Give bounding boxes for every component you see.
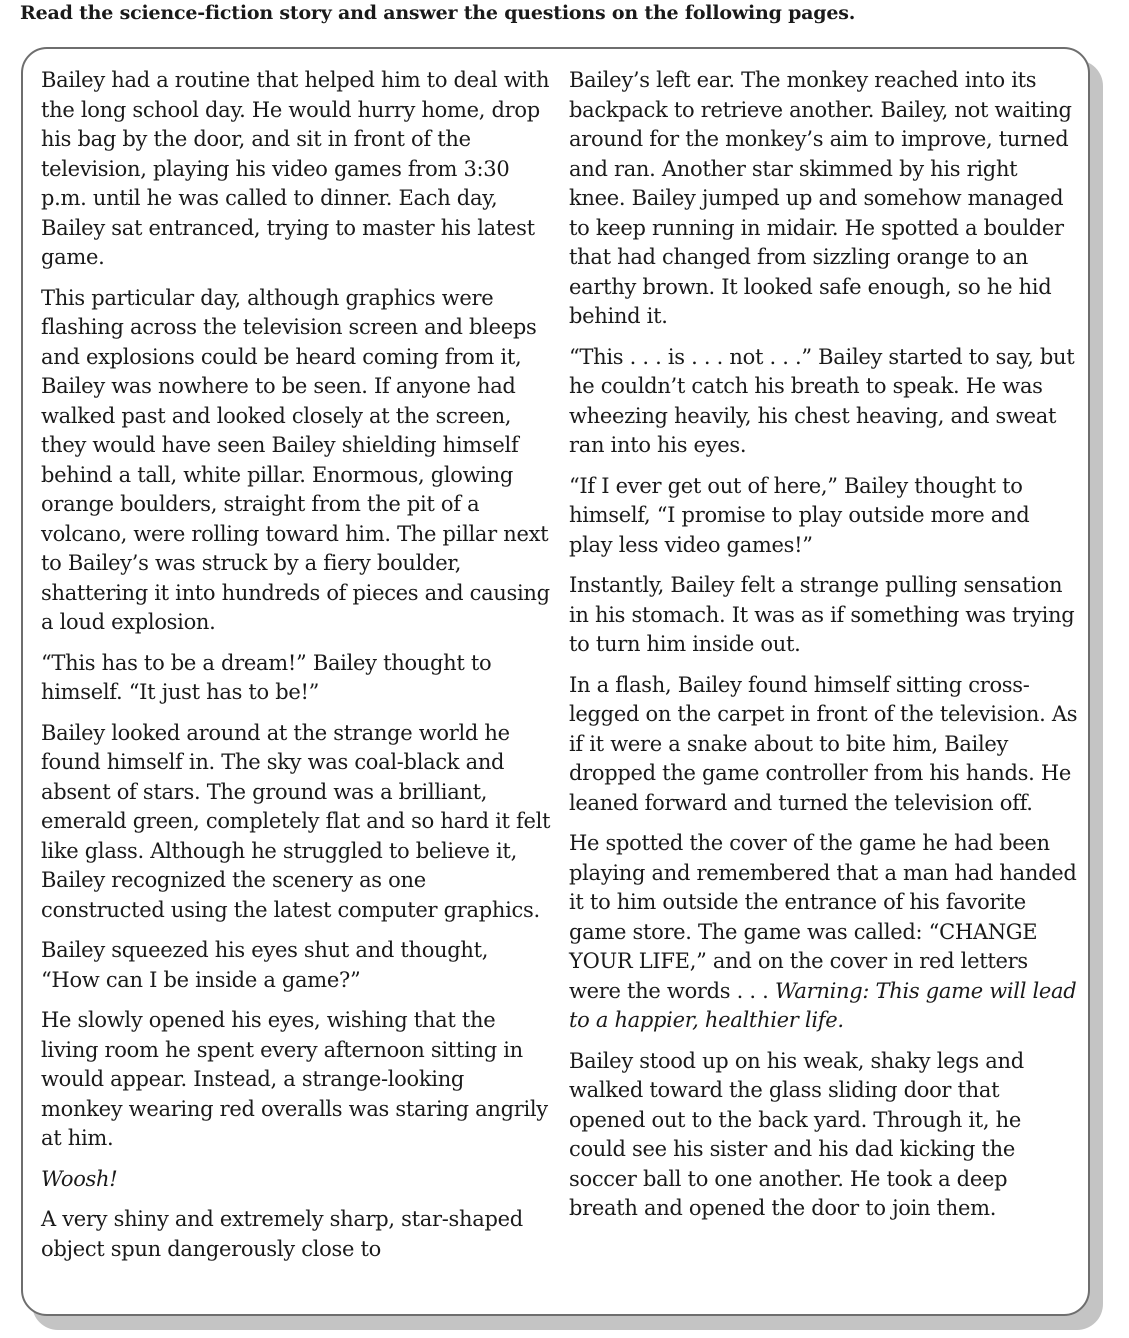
- story-paragraph: In a flash, Bailey found himself sitting cross-legged on the carpet in front of the television. As if it were a snake about to bite him, Bailey dropped the game controller from his hands. He leaned forward and turned the television off.: [569, 672, 1078, 815]
- story-paragraph: “This . . . is . . . not . . .” Bailey started to say, but he couldn’t catch his breath to speak. He was wheezing heavily, his chest heaving, and sweat ran into his eyes.: [569, 344, 1075, 457]
- warning-text: Warning: This game will lead to a happier, healthier life.: [569, 978, 1077, 1032]
- story-paragraph: [569, 829, 1079, 1036]
- story-paragraph: “This has to be a dream!” Bailey thought to himself. “It just has to be!”: [41, 650, 492, 704]
- story-paragraph: This particular day, although graphics were flashing across the television screen and bleeps and explosions could be heard coming from it, Bailey was nowhere to be seen. If anyone had walked past and looked closely at the screen, they would have seen Bailey shielding himself behind a tall, white pillar. Enormous, glowing orange boulders, straight from the pit of a volcano, were rolling toward him. The pillar next to Bailey’s was struck by a fiery boulder, shattering it into hundreds of pieces and causing a loud explosion.: [41, 285, 550, 634]
- story-paragraph: Bailey had a routine that helped him to deal with the long school day. He would hurry home, drop his bag by the door, and sit in front of the television, playing his video games from 3:30 p.m. until he was called to dinner. Each day, Bailey sat entranced, trying to master his latest game.: [41, 68, 550, 269]
- story-paragraph: Instantly, Bailey felt a strange pulling sensation in his stomach. It was as if something was trying to turn him inside out.: [569, 573, 1075, 656]
- story-right-column: [569, 66, 1079, 1235]
- story-paragraph: “If I ever get out of here,” Bailey thought to himself, “I promise to play outside more and play less video games!”: [569, 473, 1030, 557]
- story-paragraph: Bailey stood up on his weak, shaky legs and walked toward the glass sliding door that opened out to the back yard. Through it, he could see his sister and his dad kicking the soccer ball to one another. He took a deep breath and opened the door to join them.: [569, 1048, 1024, 1220]
- story-paragraph: Bailey’s left ear. The monkey reached into its backpack to retrieve another. Bailey, not waiting around for the monkey’s aim to improve, turned and ran. Another star skimmed by his right knee. Bailey jumped up and somehow managed to keep running in midair. He spotted a boulder that had changed from sizzling orange to an earthy brown. It looked safe enough, so he hid behind it.: [569, 68, 1072, 328]
- story-paragraph: A very shiny and extremely sharp, star-shaped object spun dangerously close to: [41, 1207, 523, 1261]
- story-paragraph-text: He spotted the cover of the game he had been playing and remembered that a man had handed it to him outside the entrance of his favorite game store. The game was called: “CHANGE YOUR LIFE,” and on the cover in red letters were the words . . .: [569, 831, 1077, 1003]
- story-box: [21, 47, 1090, 1316]
- instruction-heading: Read the science-fiction story and answer the questions on the following pages.: [20, 2, 856, 24]
- story-paragraph-woosh: Woosh!: [41, 1166, 118, 1191]
- story-left-column: [41, 66, 551, 1275]
- story-paragraph: Bailey squeezed his eyes shut and thought, “How can I be inside a game?”: [41, 938, 489, 992]
- story-paragraph: Bailey looked around at the strange world he found himself in. The sky was coal-black and absent of stars. The ground was a brilliant, emerald green, completely flat and so hard it felt like glass. Although he struggled to believe it, Bailey recognized the scenery as one constructed using the latest computer graphics.: [41, 720, 551, 922]
- story-paragraph: He slowly opened his eyes, wishing that the living room he spent every afternoon sitting in would appear. Instead, a strange-looking monkey wearing red overalls was staring angrily at him.: [41, 1008, 548, 1150]
